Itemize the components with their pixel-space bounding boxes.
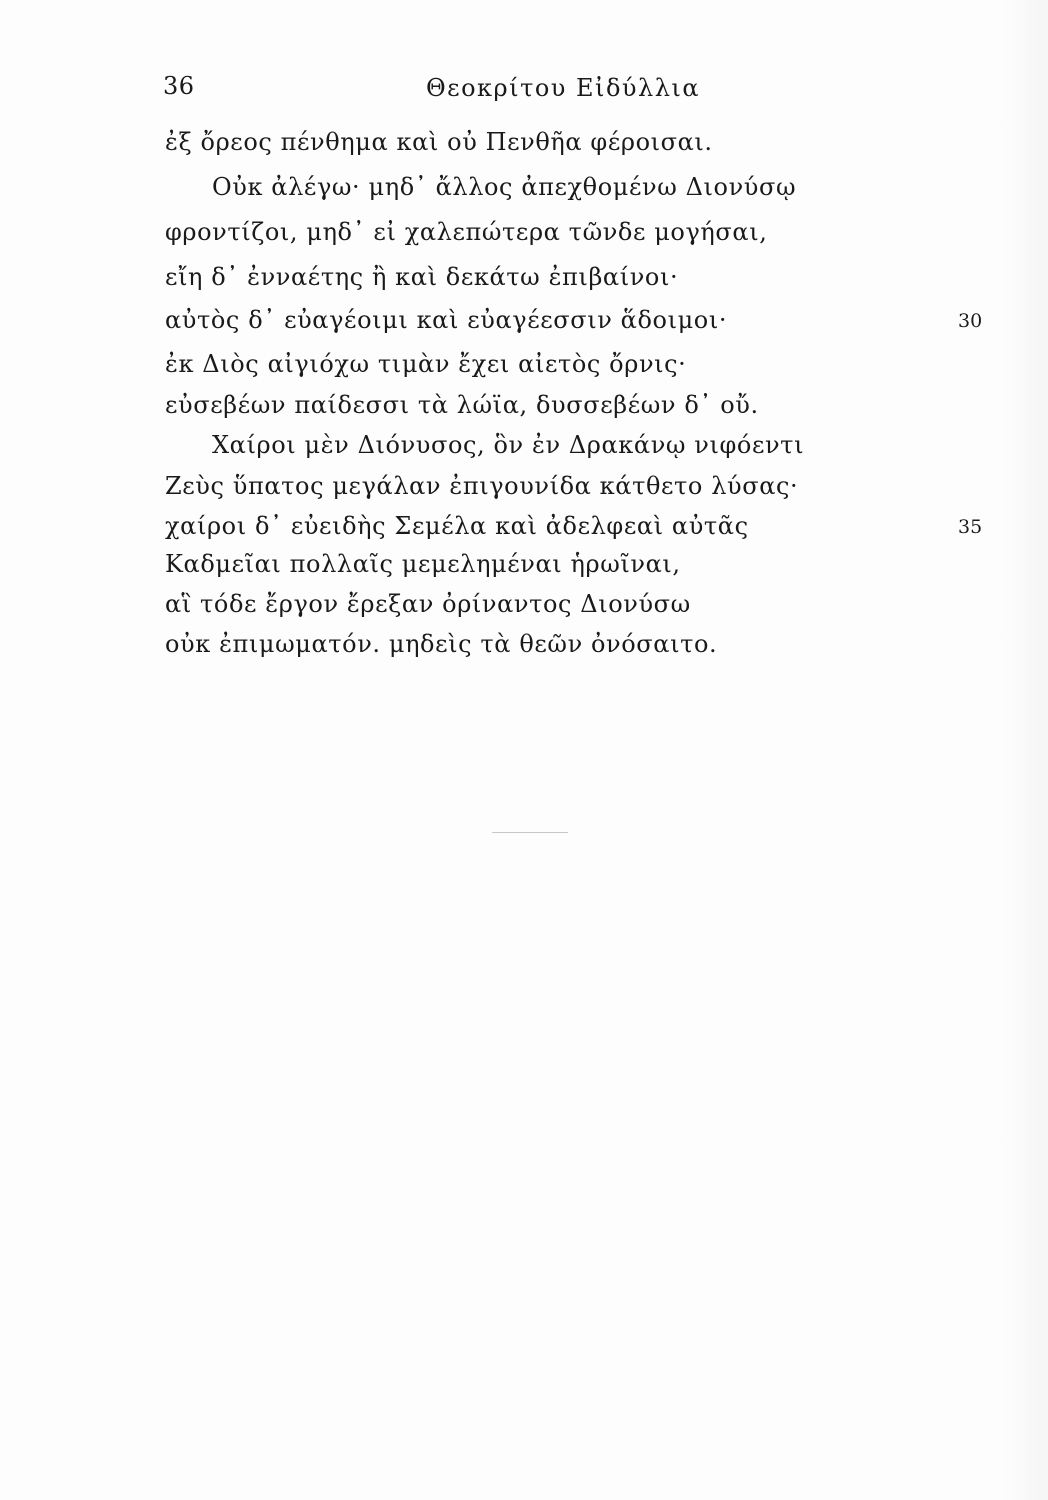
line-number: 30 (958, 310, 983, 332)
bleed-through-rule (492, 832, 568, 833)
verse-line: Καδμεῖαι πολλαῖς μεμελημέναι ἡρωῖναι, (165, 550, 681, 578)
page-number: 36 (163, 72, 195, 100)
verse-line: Ζεὺς ὕπατος μεγάλαν ἐπιγουνίδα κάτθετο λύσας· (165, 472, 799, 500)
page-header (0, 70, 1048, 110)
verse-line: φροντίζοι, μηδ᾽ εἰ χαλεπώτερα τῶνδε μογήσαι, (165, 218, 768, 246)
running-title: Θεοκρίτου Εἰδύλλια (426, 74, 701, 102)
verse-line: Χαίροι μὲν Διόνυσος, ὃν ἐν Δρακάνῳ νιφόεντι (212, 431, 805, 459)
verse-line: χαίροι δ᾽ εὐειδὴς Σεμέλα καὶ ἀδελφεαὶ αὐτᾶς (165, 512, 749, 540)
verse-line: αὐτὸς δ᾽ εὐαγέοιμι καὶ εὐαγέεσσιν ἅδοιμοι· (165, 306, 728, 334)
line-number: 35 (958, 516, 983, 538)
verse-line: οὐκ ἐπιμωματόν. μηδεὶς τὰ θεῶν ὀνόσαιτο. (165, 630, 718, 658)
verse-line: ἐξ ὄρεος πένθημα καὶ οὐ Πενθῆα φέροισαι. (165, 128, 713, 156)
verse-line: ἐκ Διὸς αἰγιόχω τιμὰν ἔχει αἰετὸς ὄρνις· (165, 350, 687, 378)
verse-line: εὐσεβέων παίδεσσι τὰ λώϊα, δυσσεβέων δ᾽ οὔ. (165, 391, 759, 419)
verse-line: αἳ τόδε ἔργον ἔρεξαν ὀρίναντος Διονύσω (165, 590, 691, 618)
verse-line: εἴη δ᾽ ἐνναέτης ἢ καὶ δεκάτω ἐπιβαίνοι· (165, 263, 679, 291)
scan-edge-shadow (1000, 0, 1048, 1500)
verse-line: Οὐκ ἀλέγω· μηδ᾽ ἄλλος ἀπεχθομένω Διονύσῳ (212, 173, 797, 201)
